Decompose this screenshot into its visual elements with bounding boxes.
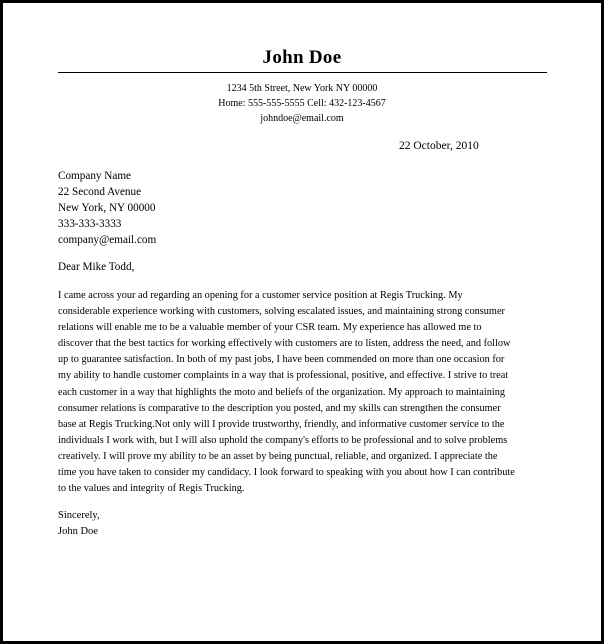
body-line: each customer in a way that highlights the moto and beliefs of the organization. My approach to maintaining	[58, 386, 506, 398]
closing-block	[58, 508, 100, 540]
body-line: up to guarantee satisfaction. In both of my past jobs, I have been commended on more than one occasion for	[58, 354, 505, 366]
recipient-email: company@email.com	[58, 234, 157, 246]
header-divider	[58, 72, 547, 73]
sender-email: johndoe@email.com	[260, 113, 344, 124]
salutation: Dear Mike Todd,	[58, 261, 135, 273]
body-line: consumer relations is comparative to the description you posted, and my skills can strengthen the consumer	[58, 402, 501, 414]
signature-name: John Doe	[58, 526, 98, 537]
letter-date: 22 October, 2010	[399, 140, 479, 152]
body-line: I came across your ad regarding an opening for a customer service position at Regis Trucking. My	[58, 290, 463, 301]
valediction: Sincerely,	[58, 510, 100, 521]
recipient-city: New York, NY 00000	[58, 202, 156, 214]
letter-body	[58, 288, 553, 497]
body-line: individuals I work with, but I will also uphold the company's efforts to be professional and to solve problems	[58, 434, 508, 446]
sender-name: John Doe	[262, 47, 342, 68]
sender-address: 1234 5th Street, New York NY 00000	[226, 83, 378, 94]
body-line: my ability to handle customer complaints in a way that is professional, positive, and effective. I strive to treat	[58, 370, 509, 382]
sender-phones: Home: 555-555-5555 Cell: 432-123-4567	[218, 98, 386, 109]
body-line: to the values and integrity of Regis Trucking.	[58, 483, 245, 495]
body-line: creatively. I will prove my ability to be an asset by being punctual, reliable, and organized. I appreciate the	[58, 450, 498, 462]
body-line: relations will enable me to be a valuable member of your CSR team. My experience has allowed me to	[58, 322, 482, 334]
recipient-street: 22 Second Avenue	[58, 186, 142, 198]
recipient-block	[58, 168, 156, 248]
recipient-phone: 333-333-3333	[58, 218, 122, 230]
body-line: considerable experience working with customers, solving escalated issues, and maintaining strong consumer	[58, 306, 505, 318]
body-line: discover that the best tactics for working effectively with customers are to listen, address the need, and follow	[58, 338, 511, 350]
recipient-company: Company Name	[58, 170, 132, 182]
body-line: base at Regis Trucking.Not only will I provide trustworthy, friendly, and informative customer service to the	[58, 418, 505, 430]
body-line: time you have taken to consider my candidacy. I look forward to speaking with you about how I can contribute	[58, 467, 515, 479]
